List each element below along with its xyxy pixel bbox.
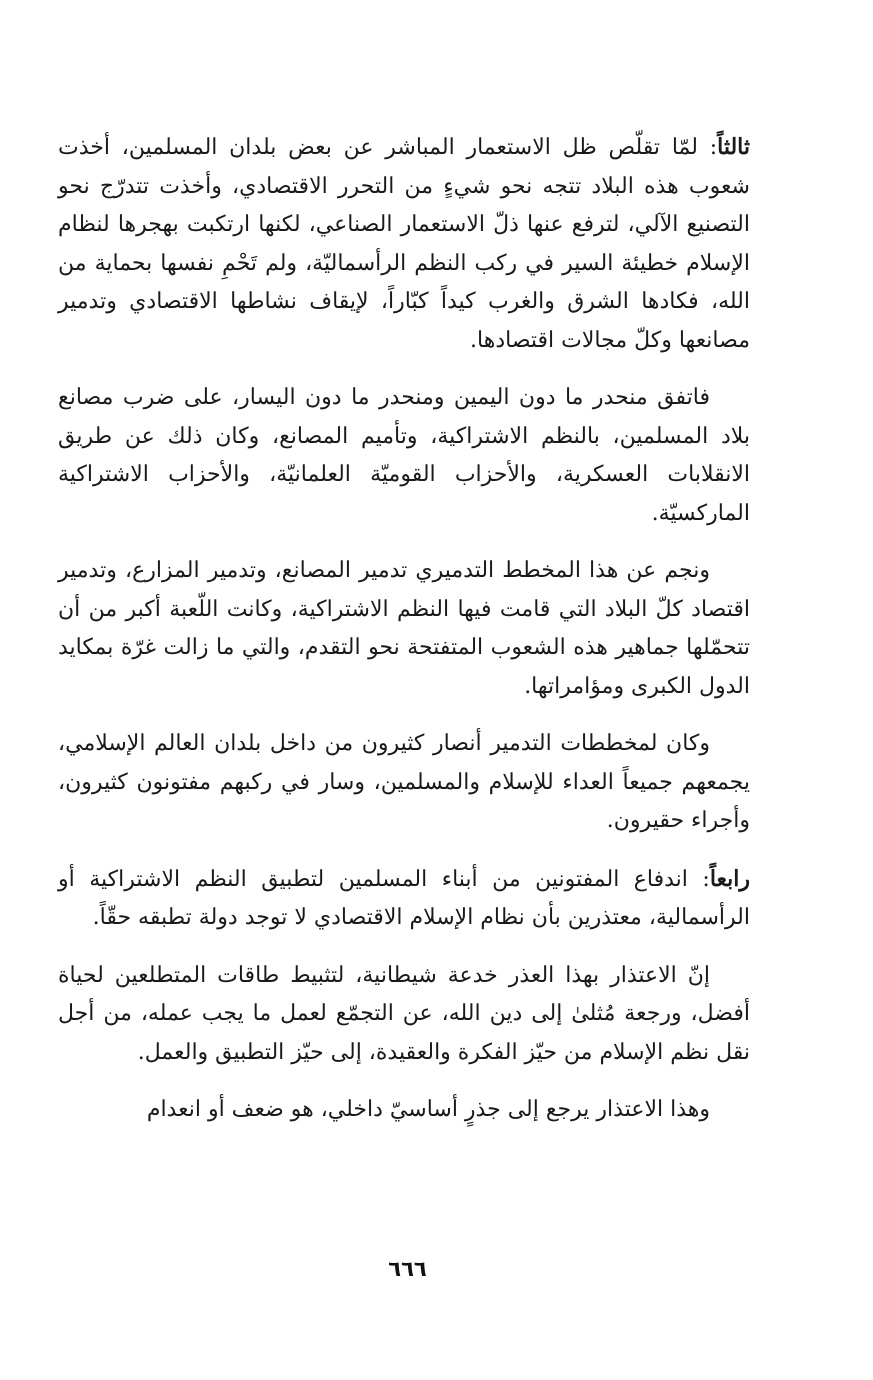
page-number: ٦٦٦ — [388, 1257, 427, 1281]
paragraph-rabian — [58, 860, 750, 938]
paragraph-text: إنّ الاعتذار بهذا العذر خدعة شيطانية، لتثبيط طاقات المتطلعين لحياة أفضل، ورجعة مُثلىٰ إلى دين الله، عن التجمّع لعمل ما يجب عمله، من أجل نقل نظم الإسلام من حيّز الفكرة والعقيدة، إلى حيّز التطبيق والعمل. — [58, 962, 750, 1065]
paragraph-text: : اندفاع المفتونين من أبناء المسلمين لتطبيق النظم الاشتراكية أو الرأسمالية، معتذرين بأن نظام الإسلام الاقتصادي لا توجد دولة تطبقه حقّاً. — [58, 866, 750, 930]
paragraph-excuse — [58, 957, 750, 1073]
paragraph-text: وكان لمخططات التدمير أنصار كثيرون من داخل بلدان العالم الإسلامي، يجمعهم جميعاً العداء للإسلام والمسلمين، وسار في ركبهم مفتونون كثيرون، وأجراء حقيرون. — [58, 731, 750, 833]
paragraph-lead: ثالثاً — [717, 134, 750, 160]
paragraph-text: وهذا الاعتذار يرجع إلى جذرٍ أساسيّ داخلي، هو ضعف أو انعدام — [146, 1097, 710, 1122]
paragraph-destruction-result — [58, 552, 750, 706]
paragraph-text: : لمّا تقلّص ظل الاستعمار المباشر عن بعض بلدان المسلمين، أخذت شعوب هذه البلاد تتجه نحو شيءٍ من التحرر الاقتصادي، وأخذت تتدرّج نحو التصنيع الآلي، لترفع عنها ذلّ الاستعمار الصناعي، لكنها ارتكبت بهجرها لنظام الإسلام خطيئة السير في ركب النظم الرأسماليّة، ولم تَحْمِ نفسها بحماية من الله، فكادها الشرق والغرب كيداً كبّاراً، لإيقاف نشاطها الاقتصادي وتدمير مصانعها وكلّ مجالات اقتصادها. — [58, 135, 750, 353]
body-text — [58, 128, 750, 1149]
paragraph-thalithan — [58, 128, 750, 360]
paragraph-lead: رابعاً — [709, 865, 750, 892]
paragraph-text: ونجم عن هذا المخطط التدميري تدمير المصانع، وتدمير المزارع، وتدمير اقتصاد كلّ البلاد التي قامت فيها النظم الاشتراكية، وكانت اللّعبة أكبر من أن تتحمّلها جماهير هذه الشعوب المتفتحة نحو التقدم، والتي ما زالت غرّة بمكايد الدول الكبرى ومؤامراتها. — [58, 558, 750, 699]
paragraph-root-cause — [58, 1091, 750, 1130]
paragraph-supporters — [58, 725, 750, 841]
paragraph-text: فاتفق منحدر ما دون اليمين ومنحدر ما دون اليسار، على ضرب مصانع بلاد المسلمين، بالنظم الاشتراكية، وتأميم المصانع، وكان ذلك عن طريق الانقلابات العسكرية، والأحزاب القوميّة العلمانيّة، والأحزاب الاشتراكية الماركسيّة. — [58, 385, 750, 526]
paragraph-socialist-plot — [58, 379, 750, 533]
